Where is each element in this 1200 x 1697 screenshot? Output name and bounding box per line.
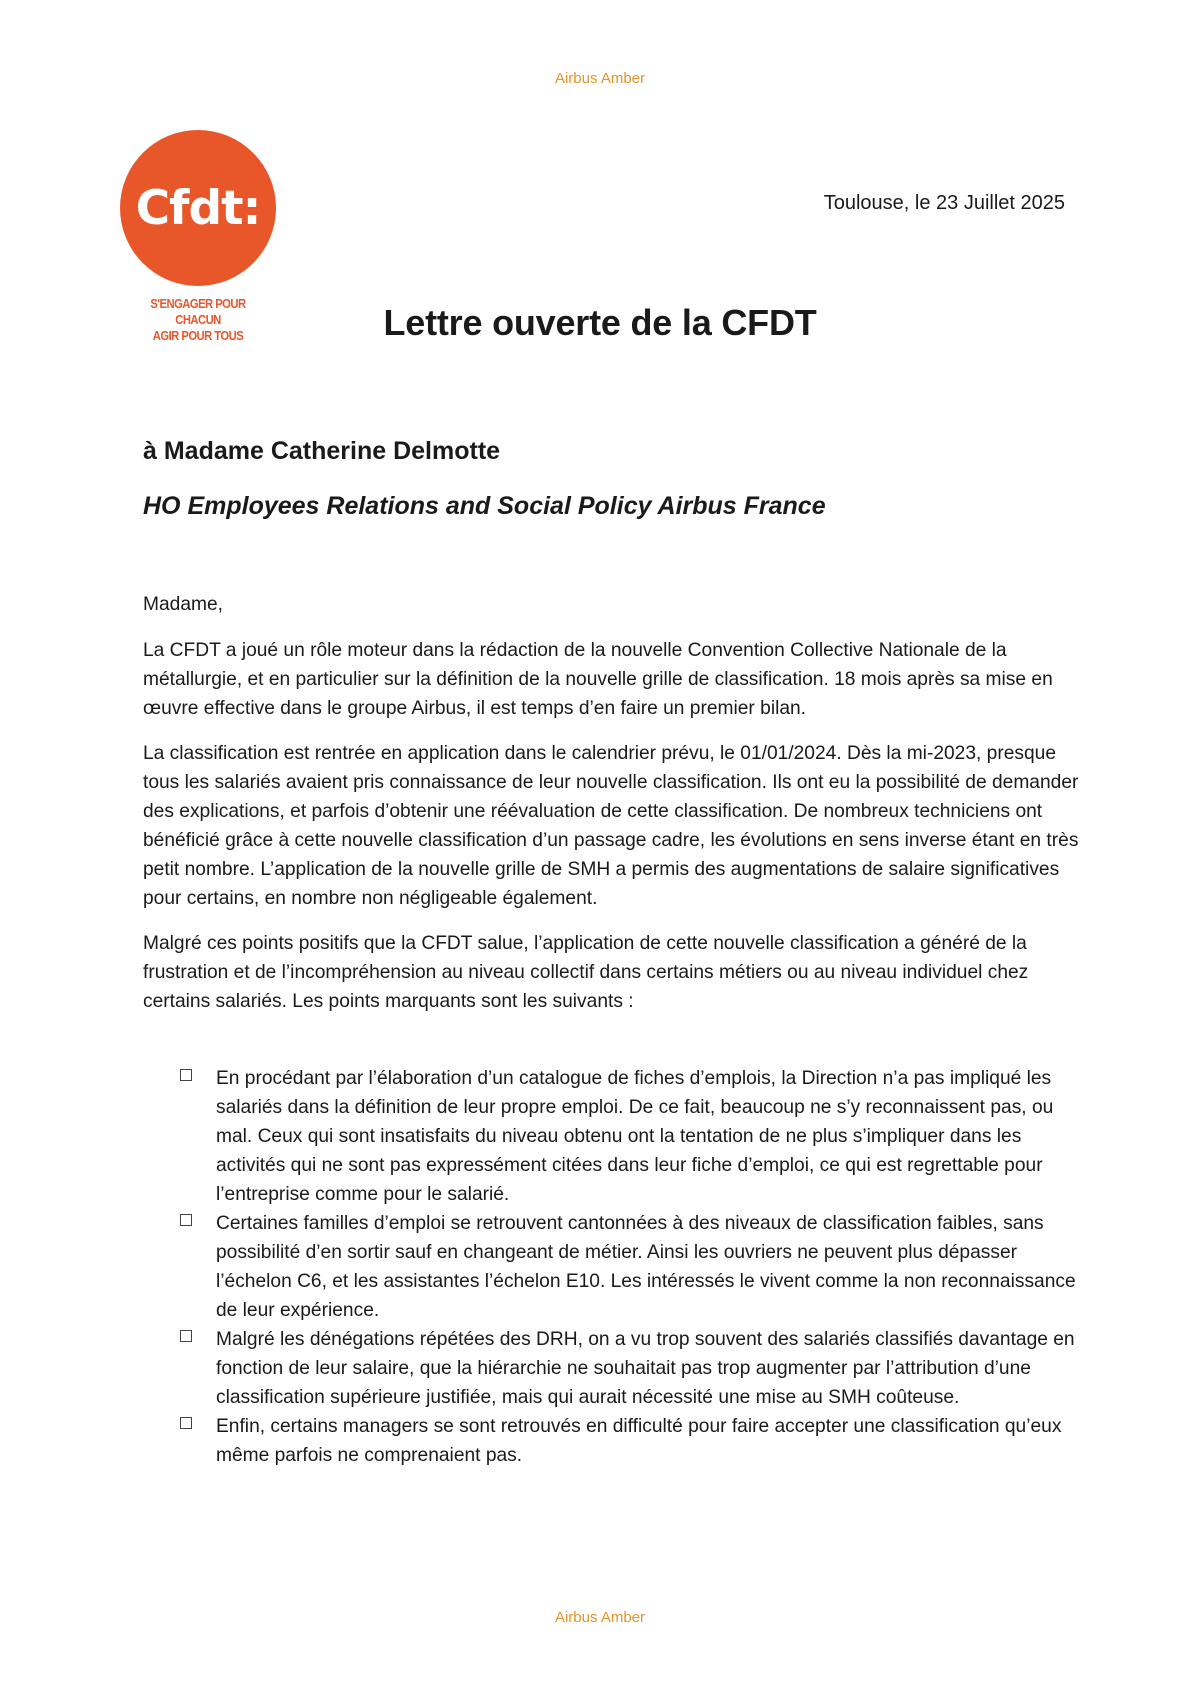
list-item [180, 1209, 1085, 1325]
logo-text: Cfdt: [135, 181, 261, 236]
list-item-text: Certaines familles d’emploi se retrouvent cantonnées à des niveaux de classification faibles, sans possibilité d’en sortir sauf en changeant de métier. Ainsi les ouvriers ne peuvent plus dépasser l’échelon C6, et les assistantes l’échelon E10. Les intéressés le vivent comme la non reconnaissance de leur expérience. [216, 1213, 1076, 1321]
letter-body [143, 590, 1093, 1032]
paragraph: Malgré ces points positifs que la CFDT salue, l’application de cette nouvelle classification a généré de la frustration et de l’incompréhension au niveau collectif dans certains métiers ou au niveau individuel chez certains salariés. Les points marquants sont les suivants : [143, 933, 1029, 1012]
paragraph: La CFDT a joué un rôle moteur dans la rédaction de la nouvelle Convention Collective Nationale de la métallurgie, et en particulier sur la définition de la nouvelle grille de classification. 18 mois après sa mise en œuvre effective dans le groupe Airbus, il est temps d’en faire un premier bilan. [143, 640, 1053, 719]
recipient-name: à Madame Catherine Delmotte [143, 437, 501, 465]
checkbox-bullet-icon [180, 1417, 192, 1429]
classification-label-bottom: Airbus Amber [554, 1609, 646, 1626]
list-item [180, 1412, 1085, 1470]
list-item [180, 1325, 1085, 1412]
letter-date: Toulouse, le 23 Juillet 2025 [823, 192, 1065, 214]
letter-title: Lettre ouverte de la CFDT [383, 302, 817, 343]
list-item-text: Enfin, certains managers se sont retrouvés en difficulté pour faire accepter une classification qu’eux même parfois ne comprenaient pas. [216, 1416, 1062, 1466]
checkbox-bullet-icon [180, 1069, 192, 1081]
list-item-text: En procédant par l’élaboration d’un catalogue de fiches d’emplois, la Direction n’a pas impliqué les salariés dans la définition de leur propre emploi. De ce fait, beaucoup ne s’y reconnaissent pas, ou mal. Ceux qui sont insatisfaits du niveau obtenu ont la tentation de ne plus s’impliquer dans les activités qui ne sont pas expressément citées dans leur fiche d’emploi, ce qui est regrettable pour l’entreprise comme pour le salarié. [216, 1068, 1054, 1205]
recipient-role: HO Employees Relations and Social Policy Airbus France [143, 492, 826, 520]
list-item [180, 1064, 1085, 1209]
tagline-line-2: AGIR POUR TOUS [152, 329, 244, 343]
greeting: Madame, [143, 594, 223, 615]
list-item-text: Malgré les dénégations répétées des DRH, on a vu trop souvent des salariés classifiés davantage en fonction de leur salaire, que la hiérarchie ne souhaitait pas trop augmenter par l’attribution d’une classification supérieure justifiée, mais qui aurait nécessité une mise au SMH coûteuse. [216, 1329, 1075, 1408]
paragraph: La classification est rentrée en application dans le calendrier prévu, le 01/01/2024. Dès la mi-2023, presque tous les salariés avaient pris connaissance de leur nouvelle classification. Ils ont eu la possibilité de demander des explications, et parfois d’obtenir une réévaluation de cette classification. De nombreux techniciens ont bénéficié grâce à cette nouvelle classification d’un passage cadre, les évolutions en sens inverse étant en très petit nombre. L’application de la nouvelle grille de SMH a permis des augmentations de salaire significatives pour certains, en nombre non négligeable également. [143, 743, 1079, 909]
classification-label-top: Airbus Amber [554, 70, 646, 87]
checkbox-bullet-icon [180, 1214, 192, 1226]
tagline-line-1: S'ENGAGER POUR CHACUN [150, 297, 246, 327]
cfdt-logo-circle [120, 130, 276, 286]
points-list [180, 1064, 1085, 1470]
checkbox-bullet-icon [180, 1330, 192, 1342]
